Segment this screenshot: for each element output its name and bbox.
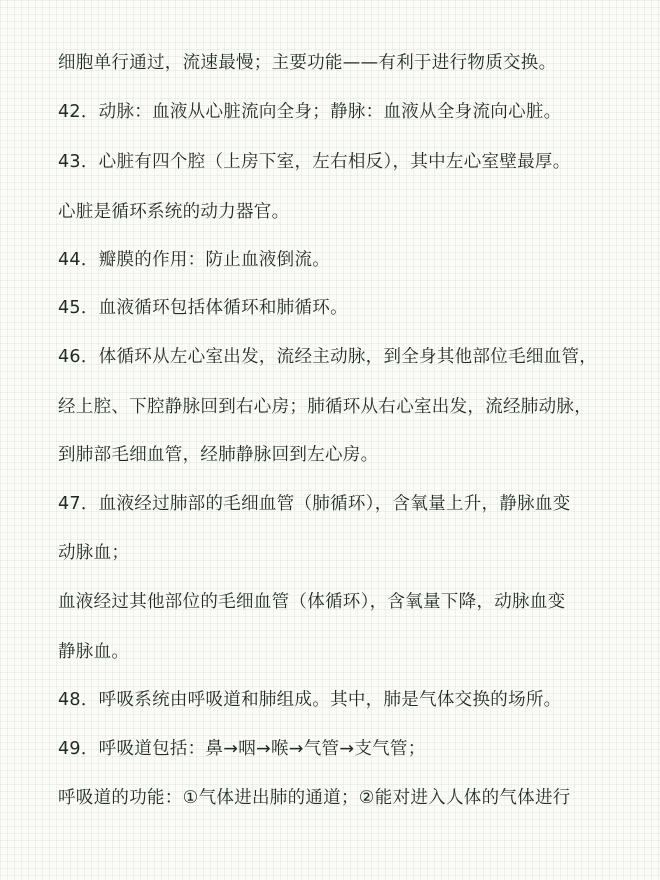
text-line: 呼吸道的功能：①气体进出肺的通道；②能对进入人体的气体进行 bbox=[58, 788, 571, 808]
text-line: 48．呼吸系统由呼吸道和肺组成。其中，肺是气体交换的场所。 bbox=[58, 690, 562, 710]
text-line: 47．血液经过肺部的毛细血管（肺循环），含氧量上升，静脉血变 bbox=[58, 494, 571, 514]
text-line: 46．体循环从左心室出发，流经主动脉，到全身其他部位毛细血管， bbox=[58, 347, 598, 367]
text-line: 心脏是循环系统的动力器官。 bbox=[58, 202, 290, 222]
text-line: 静脉血。 bbox=[58, 642, 130, 662]
text-line: 动脉血； bbox=[58, 543, 130, 563]
text-line: 42．动脉：血液从心脏流向全身；静脉：血液从全身流向心脏。 bbox=[58, 102, 562, 122]
text-line: 43．心脏有四个腔（上房下室，左右相反），其中左心室壁最厚。 bbox=[58, 152, 571, 172]
text-line: 经上腔、下腔静脉回到右心房；肺循环从右心室出发，流经肺动脉， bbox=[58, 397, 592, 417]
text-line: 细胞单行通过，流速最慢；主要功能——有利于进行物质交换。 bbox=[58, 53, 557, 73]
text-line: 到肺部毛细血管，经肺静脉回到左心房。 bbox=[58, 445, 379, 465]
text-line: 44．瓣膜的作用：防止血液倒流。 bbox=[58, 250, 331, 270]
text-line: 49．呼吸道包括：鼻→咽→喉→气管→支气管； bbox=[58, 739, 426, 759]
text-line: 45．血液循环包括体循环和肺循环。 bbox=[58, 298, 348, 318]
text-line: 血液经过其他部位的毛细血管（体循环），含氧量下降，动脉血变 bbox=[58, 592, 566, 612]
